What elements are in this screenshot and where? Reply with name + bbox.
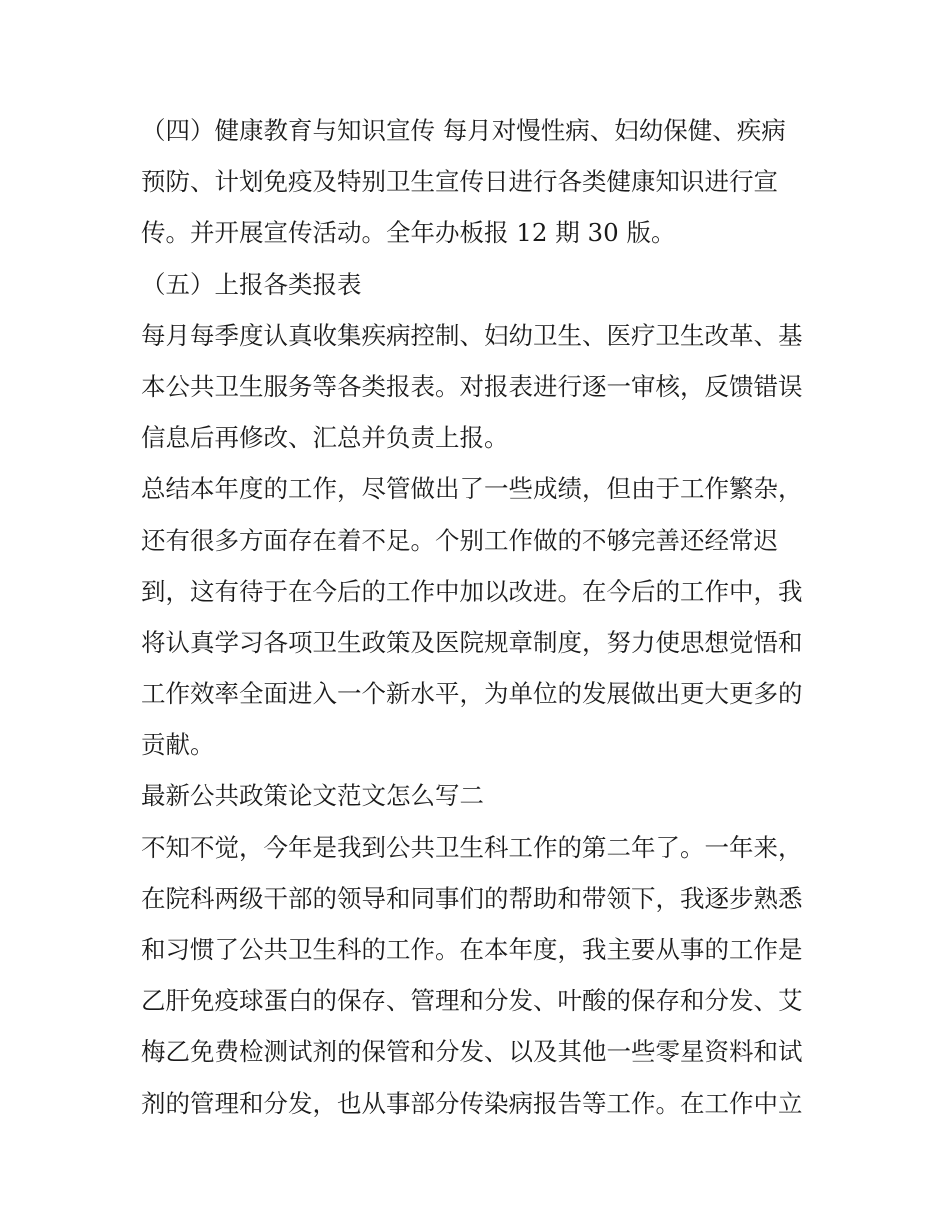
text-line: 贡献。: [141, 730, 215, 760]
text-line: 将认真学习各项卫生政策及医院规章制度，努力使思想觉悟和: [141, 627, 803, 657]
text-line: 到，这有待于在今后的工作中加以改进。在今后的工作中，我: [141, 576, 803, 606]
text-line: 总结本年度的工作，尽管做出了一些成绩，但由于工作繁杂，: [141, 474, 803, 504]
text-line: 还有很多方面存在着不足。个别工作做的不够完善还经常迟: [141, 525, 778, 555]
text-line: 工作效率全面进入一个新水平，为单位的发展做出更大更多的: [141, 679, 803, 709]
text-line: 本公共卫生服务等各类报表。对报表进行逐一审核，反馈错误: [141, 371, 803, 401]
text-line: 预防、计划免疫及特别卫生宣传日进行各类健康知识进行宣: [141, 167, 778, 197]
article-title: 最新公共政策论文范文怎么写二: [141, 781, 484, 811]
text-line: 在院科两级干部的领导和同事们的帮助和带领下，我逐步熟悉: [141, 883, 803, 913]
text-line: 不知不觉，今年是我到公共卫生科工作的第二年了。一年来，: [141, 832, 803, 862]
text-line: 传。并开展宣传活动。全年办板报 12 期 30 版。: [141, 218, 676, 248]
text-line: 梅乙免费检测试剂的保管和分发、以及其他一些零星资料和试: [141, 1037, 803, 1067]
text-line: 乙肝免疫球蛋白的保存、管理和分发、叶酸的保存和分发、艾: [141, 986, 803, 1016]
text-line: 和习惯了公共卫生科的工作。在本年度，我主要从事的工作是: [141, 935, 803, 964]
text-line: 每月每季度认真收集疾病控制、妇幼卫生、医疗卫生改革、基: [141, 320, 803, 350]
document-body: [141, 105, 821, 1129]
text-line: 信息后再修改、汇总并负责上报。: [141, 423, 509, 453]
text-line: （四）健康教育与知识宣传 每月对慢性病、妇幼保健、疾病: [141, 116, 786, 145]
text-line: 剂的管理和分发，也从事部分传染病报告等工作。在工作中立: [141, 1088, 803, 1118]
section-heading: （五）上报各类报表: [141, 269, 362, 299]
